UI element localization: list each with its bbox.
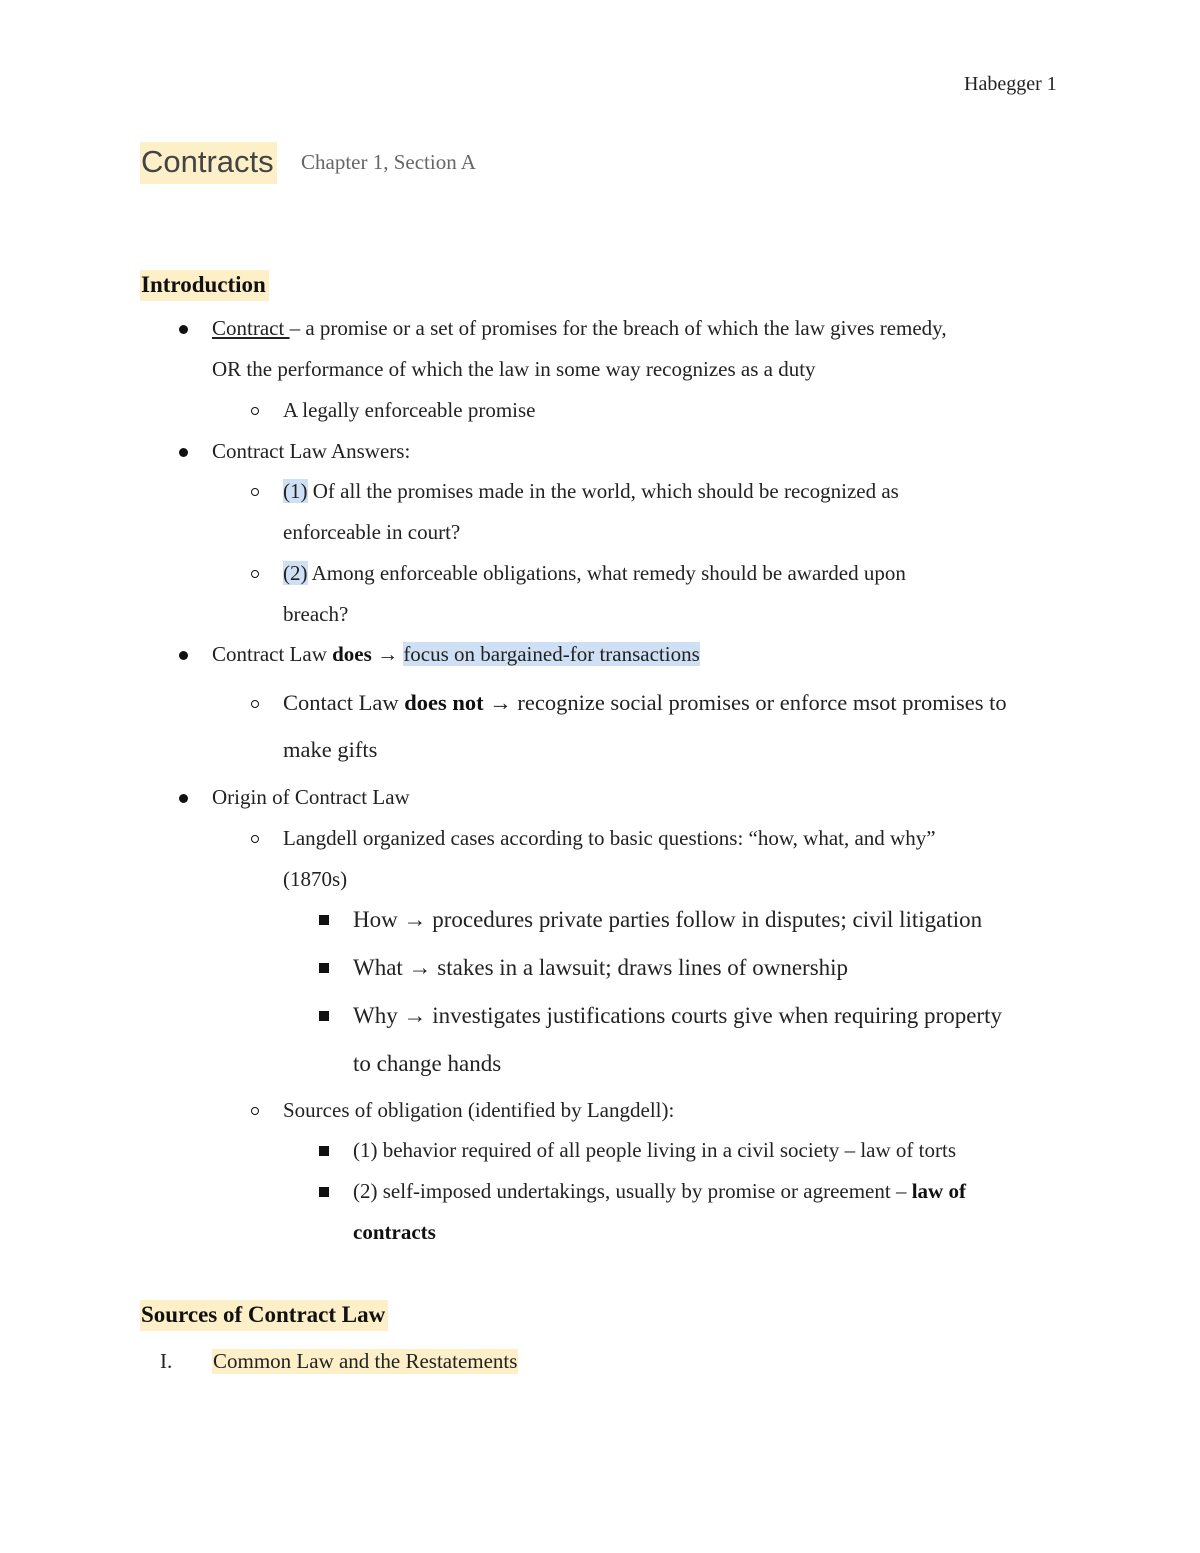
subsub-item-continuation: contracts bbox=[353, 1220, 436, 1244]
sub-item-continuation: enforceable in court? bbox=[283, 520, 461, 544]
bullet-square-icon bbox=[319, 1011, 329, 1021]
outline-item-common-law: Common Law and the Restatements bbox=[213, 1349, 518, 1373]
bullet-circle-icon bbox=[251, 488, 259, 496]
text-rest: → recognize social promises or enforce msot promises to bbox=[483, 690, 1007, 715]
question-number-2: (2) bbox=[283, 561, 308, 585]
list-item-contract-law-does bbox=[212, 644, 700, 665]
sub-item-continuation: (1870s) bbox=[283, 867, 348, 891]
sub-item-langdell: Langdell organized cases according to basic questions: “how, what, and why” bbox=[283, 826, 936, 850]
question-number-1: (1) bbox=[283, 479, 308, 503]
bullet-disc-icon bbox=[179, 448, 188, 457]
bullet-circle-icon bbox=[251, 570, 259, 578]
question-2-text: Among enforceable obligations, what remedy should be awarded upon bbox=[307, 561, 906, 585]
sub-item-question-2 bbox=[283, 563, 906, 584]
question-1-text: Of all the promises made in the world, which should be recognized as bbox=[307, 479, 899, 503]
bullet-circle-icon bbox=[251, 407, 259, 415]
sub-item-legally-enforceable: A legally enforceable promise bbox=[283, 398, 536, 422]
bullet-disc-icon bbox=[179, 651, 188, 660]
bullet-circle-icon bbox=[251, 1107, 259, 1115]
section-heading-sources: Sources of Contract Law bbox=[140, 1300, 388, 1331]
subsub-item-what: What → stakes in a lawsuit; draws lines of ownership bbox=[353, 955, 849, 980]
list-item-origin: Origin of Contract Law bbox=[212, 785, 410, 809]
bold-does: does bbox=[332, 642, 372, 666]
arrow-text: → bbox=[371, 642, 404, 666]
sub-item-continuation: make gifts bbox=[283, 737, 378, 762]
text-prefix: Contact Law bbox=[283, 690, 405, 715]
bullet-disc-icon bbox=[179, 794, 188, 803]
bold-does-not: does not bbox=[404, 690, 484, 715]
subsub-item-source-2 bbox=[353, 1181, 966, 1202]
sub-item-does-not bbox=[283, 692, 1007, 715]
sub-item-sources-of-obligation: Sources of obligation (identified by Langdell): bbox=[283, 1098, 675, 1122]
subsub-item-why: Why → investigates justifications courts give when requiring property bbox=[353, 1003, 1002, 1028]
bullet-square-icon bbox=[319, 1146, 329, 1156]
text-prefix: Contract Law bbox=[212, 642, 333, 666]
document-title: Contracts bbox=[140, 142, 277, 184]
list-item-contract-definition bbox=[212, 318, 947, 339]
bullet-disc-icon bbox=[179, 325, 188, 334]
bullet-circle-icon bbox=[251, 835, 259, 843]
bullet-square-icon bbox=[319, 915, 329, 925]
roman-numeral-i: I. bbox=[160, 1349, 173, 1373]
source-2-text: (2) self-imposed undertakings, usually by promise or agreement – bbox=[353, 1179, 912, 1203]
list-item-continuation: OR the performance of which the law in some way recognizes as a duty bbox=[212, 357, 816, 381]
subsub-item-how: How → procedures private parties follow in disputes; civil litigation bbox=[353, 907, 983, 932]
highlight-bargained-for: focus on bargained-for transactions bbox=[403, 642, 700, 666]
bullet-square-icon bbox=[319, 1187, 329, 1197]
document-subtitle: Chapter 1, Section A bbox=[301, 150, 476, 174]
sub-item-question-1 bbox=[283, 481, 899, 502]
bold-law-of: law of bbox=[911, 1179, 966, 1203]
definition-text: – a promise or a set of promises for the breach of which the law gives remedy, bbox=[289, 316, 947, 340]
list-item-contract-law-answers: Contract Law Answers: bbox=[212, 439, 411, 463]
bullet-circle-icon bbox=[251, 700, 259, 708]
subsub-item-source-1: (1) behavior required of all people living in a civil society – law of torts bbox=[353, 1138, 956, 1162]
bullet-square-icon bbox=[319, 963, 329, 973]
section-heading-introduction: Introduction bbox=[140, 270, 269, 301]
sub-item-continuation: breach? bbox=[283, 602, 349, 626]
term-contract: Contract bbox=[212, 316, 290, 340]
page-header: Habegger 1 bbox=[964, 73, 1057, 95]
subsub-item-continuation: to change hands bbox=[353, 1051, 502, 1076]
